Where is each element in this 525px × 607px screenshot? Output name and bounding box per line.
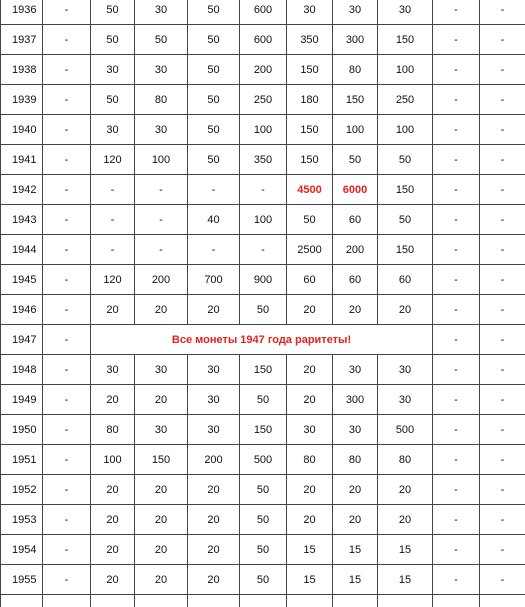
table-cell: 80 <box>135 85 188 115</box>
table-row <box>1 295 525 325</box>
table-cell: - <box>433 115 480 145</box>
table-cell: 20 <box>188 295 240 325</box>
table-cell: 20 <box>378 295 433 325</box>
table-cell: 500 <box>240 445 287 475</box>
table-cell: 20 <box>333 475 378 505</box>
table-cell: - <box>433 295 480 325</box>
table-cell: - <box>43 385 91 415</box>
table-cell: - <box>43 565 91 595</box>
table-cell: - <box>433 175 480 205</box>
table-body <box>1 0 525 607</box>
year-cell: 1952 <box>1 475 43 505</box>
table-cell: 50 <box>188 85 240 115</box>
table-cell: - <box>433 0 480 25</box>
year-cell: 1936 <box>1 0 43 25</box>
table-cell: - <box>433 325 480 355</box>
table-cell: 100 <box>240 115 287 145</box>
table-cell: 150 <box>287 115 333 145</box>
table-cell: 80 <box>333 55 378 85</box>
table-cell: - <box>480 55 525 85</box>
table-cell: 40 <box>188 205 240 235</box>
table-cell: 20 <box>135 475 188 505</box>
table-cell: - <box>433 25 480 55</box>
year-cell: 1954 <box>1 535 43 565</box>
table-cell: - <box>433 385 480 415</box>
table-cell: - <box>43 445 91 475</box>
table-cell: - <box>480 175 525 205</box>
table-cell: 900 <box>240 265 287 295</box>
table-cell: 50 <box>240 535 287 565</box>
table-cell: - <box>433 55 480 85</box>
table-cell: - <box>91 235 135 265</box>
table-cell: - <box>135 205 188 235</box>
table-cell: 30 <box>287 415 333 445</box>
table-cell: 20 <box>188 505 240 535</box>
table-cell: 50 <box>240 505 287 535</box>
table-cell: 30 <box>287 0 333 25</box>
table-cell: 300 <box>333 25 378 55</box>
table-cell: 500 <box>378 415 433 445</box>
year-cell: 1939 <box>1 85 43 115</box>
table-cell: - <box>480 265 525 295</box>
table-cell: 20 <box>91 475 135 505</box>
year-cell: 1953 <box>1 505 43 535</box>
table-cell: 30 <box>91 115 135 145</box>
table-cell <box>480 595 525 607</box>
table-cell: 150 <box>378 25 433 55</box>
year-cell: 1937 <box>1 25 43 55</box>
table-cell: 200 <box>188 445 240 475</box>
table-cell: - <box>43 235 91 265</box>
table-cell: - <box>433 565 480 595</box>
table-cell: - <box>43 475 91 505</box>
table-cell: 350 <box>240 145 287 175</box>
table-cell: 30 <box>135 415 188 445</box>
table-cell: 150 <box>333 85 378 115</box>
table-cell: 30 <box>135 115 188 145</box>
table-cell: 150 <box>378 235 433 265</box>
table-cell <box>91 595 135 607</box>
table-row <box>1 325 525 355</box>
table-cell: 50 <box>240 385 287 415</box>
table-cell: 30 <box>378 385 433 415</box>
year-cell: 1955 <box>1 565 43 595</box>
table-cell <box>135 595 188 607</box>
table-cell: - <box>43 355 91 385</box>
table-cell: 20 <box>91 385 135 415</box>
table-cell: 20 <box>135 505 188 535</box>
table-cell <box>378 595 433 607</box>
table-cell: - <box>433 475 480 505</box>
table-cell: 30 <box>333 415 378 445</box>
table-row <box>1 265 525 295</box>
table-cell <box>43 595 91 607</box>
table-cell <box>433 595 480 607</box>
table-cell: - <box>240 235 287 265</box>
table-cell: - <box>43 145 91 175</box>
table-cell: - <box>480 0 525 25</box>
table-cell: - <box>188 235 240 265</box>
table-row <box>1 0 525 25</box>
table-cell: 100 <box>378 115 433 145</box>
table-cell: - <box>480 505 525 535</box>
table-cell: - <box>188 175 240 205</box>
table-cell: - <box>43 205 91 235</box>
table-cell: 30 <box>188 385 240 415</box>
table-cell: - <box>43 325 91 355</box>
year-cell: 1943 <box>1 205 43 235</box>
table-cell: 20 <box>333 505 378 535</box>
table-cell: 50 <box>188 145 240 175</box>
table-cell: 2500 <box>287 235 333 265</box>
table-cell: 150 <box>135 445 188 475</box>
table-cell: 200 <box>240 55 287 85</box>
table-cell: 20 <box>287 505 333 535</box>
table-cell: - <box>43 175 91 205</box>
year-cell: 1942 <box>1 175 43 205</box>
table-cell: 30 <box>135 55 188 85</box>
table-cell: 50 <box>188 115 240 145</box>
table-row <box>1 415 525 445</box>
table-cell: 20 <box>91 565 135 595</box>
table-cell: 120 <box>91 145 135 175</box>
table-cell: 20 <box>91 505 135 535</box>
table-cell: 50 <box>188 55 240 85</box>
table-cell: - <box>43 535 91 565</box>
table-cell: 600 <box>240 25 287 55</box>
table-cell: 20 <box>378 505 433 535</box>
table-cell: - <box>43 115 91 145</box>
table-cell: - <box>480 475 525 505</box>
table-row <box>1 235 525 265</box>
table-cell: 30 <box>333 355 378 385</box>
table-cell: 50 <box>240 295 287 325</box>
table-cell <box>287 595 333 607</box>
table-cell: - <box>433 415 480 445</box>
table-cell: - <box>480 535 525 565</box>
table-cell <box>188 595 240 607</box>
table-cell: 60 <box>333 205 378 235</box>
table-cell: 120 <box>91 265 135 295</box>
table-cell: 150 <box>287 145 333 175</box>
table-cell: 50 <box>378 145 433 175</box>
year-cell: 1947 <box>1 325 43 355</box>
table-row <box>1 505 525 535</box>
table-cell: 20 <box>135 295 188 325</box>
table-cell: 200 <box>135 265 188 295</box>
table-cell: - <box>135 175 188 205</box>
table-cell: 15 <box>378 535 433 565</box>
table-cell: 15 <box>333 565 378 595</box>
year-cell: 1948 <box>1 355 43 385</box>
table-row <box>1 55 525 85</box>
table-cell: 80 <box>91 415 135 445</box>
table-cell: - <box>480 115 525 145</box>
table-cell: 15 <box>287 535 333 565</box>
table-cell: 50 <box>91 0 135 25</box>
table-cell: 20 <box>287 475 333 505</box>
table-cell: - <box>43 55 91 85</box>
year-cell: 1938 <box>1 55 43 85</box>
table-cell: 20 <box>135 385 188 415</box>
table-cell: 60 <box>287 265 333 295</box>
table-cell: - <box>433 265 480 295</box>
table-cell: 30 <box>135 0 188 25</box>
table-cell: - <box>480 445 525 475</box>
table-row <box>1 355 525 385</box>
table-cell: 15 <box>287 565 333 595</box>
table-cell: - <box>480 325 525 355</box>
table-cell: 20 <box>287 355 333 385</box>
table-cell: - <box>433 355 480 385</box>
table-cell: 20 <box>287 385 333 415</box>
table-cell: 350 <box>287 25 333 55</box>
table-cell: 180 <box>287 85 333 115</box>
table-cell: 60 <box>333 265 378 295</box>
table-cell <box>1 595 43 607</box>
table-cell: 20 <box>135 535 188 565</box>
table-cell: - <box>135 235 188 265</box>
table-cell: - <box>433 85 480 115</box>
table-cell: 50 <box>91 25 135 55</box>
table-row <box>1 25 525 55</box>
table-cell: 50 <box>188 0 240 25</box>
table-cell: 150 <box>240 355 287 385</box>
table-cell: 50 <box>188 25 240 55</box>
year-cell: 1951 <box>1 445 43 475</box>
rare-price-cell: 6000 <box>333 175 378 205</box>
table-cell: 50 <box>240 475 287 505</box>
table-cell: 30 <box>91 55 135 85</box>
table-cell: - <box>480 235 525 265</box>
table-cell: 80 <box>378 445 433 475</box>
table-cell: 50 <box>287 205 333 235</box>
table-cell: - <box>480 205 525 235</box>
table-cell: 100 <box>378 55 433 85</box>
table-cell: - <box>480 415 525 445</box>
table-cell: - <box>43 505 91 535</box>
table-cell: 30 <box>188 355 240 385</box>
table-cell: 200 <box>333 235 378 265</box>
table-cell: 50 <box>240 565 287 595</box>
table-cell: 30 <box>378 355 433 385</box>
table-cell: 150 <box>378 175 433 205</box>
table-cell: - <box>433 205 480 235</box>
table-cell: - <box>480 295 525 325</box>
table-cell: 50 <box>378 205 433 235</box>
table-cell: 20 <box>188 535 240 565</box>
table-cell: - <box>480 25 525 55</box>
table-row <box>1 385 525 415</box>
table-cell: 50 <box>135 25 188 55</box>
table-row <box>1 115 525 145</box>
table-cell: - <box>91 175 135 205</box>
year-cell: 1949 <box>1 385 43 415</box>
table-row <box>1 205 525 235</box>
table-cell: 80 <box>333 445 378 475</box>
table-cell: 100 <box>135 145 188 175</box>
year-cell: 1944 <box>1 235 43 265</box>
table-cell: - <box>43 415 91 445</box>
table-cell: 80 <box>287 445 333 475</box>
rarity-notice: Все монеты 1947 года раритеты! <box>91 325 433 355</box>
table-cell: 250 <box>378 85 433 115</box>
table-cell: 50 <box>333 145 378 175</box>
table-cell: - <box>433 535 480 565</box>
table-cell: 100 <box>333 115 378 145</box>
year-cell: 1950 <box>1 415 43 445</box>
table-cell: 15 <box>333 535 378 565</box>
table-cell: 20 <box>91 295 135 325</box>
table-cell: 100 <box>91 445 135 475</box>
table-cell: 20 <box>188 565 240 595</box>
table-cell: 250 <box>240 85 287 115</box>
table-cell: - <box>91 205 135 235</box>
table-cell <box>333 595 378 607</box>
table-cell: - <box>480 85 525 115</box>
rare-price-cell: 4500 <box>287 175 333 205</box>
table-row <box>1 445 525 475</box>
table-row-partial <box>1 595 525 607</box>
table-cell: 20 <box>135 565 188 595</box>
table-cell: - <box>240 175 287 205</box>
table-cell: 300 <box>333 385 378 415</box>
table-cell: - <box>433 235 480 265</box>
table-cell: 50 <box>91 85 135 115</box>
table-cell: 30 <box>333 0 378 25</box>
table-row <box>1 535 525 565</box>
table-cell: - <box>43 25 91 55</box>
table-cell: - <box>43 0 91 25</box>
table-cell: 20 <box>378 475 433 505</box>
table-row <box>1 565 525 595</box>
table-cell: 30 <box>188 415 240 445</box>
table-cell: - <box>43 85 91 115</box>
table-cell: 20 <box>287 295 333 325</box>
table-row <box>1 475 525 505</box>
year-cell: 1945 <box>1 265 43 295</box>
table-cell: 30 <box>135 355 188 385</box>
table-cell <box>240 595 287 607</box>
table-row <box>1 85 525 115</box>
table-cell: 20 <box>333 295 378 325</box>
table-cell: 20 <box>91 535 135 565</box>
table-cell: 30 <box>91 355 135 385</box>
table-cell: - <box>43 265 91 295</box>
table-cell: - <box>480 385 525 415</box>
year-cell: 1940 <box>1 115 43 145</box>
table-cell: - <box>480 565 525 595</box>
year-cell: 1941 <box>1 145 43 175</box>
table-cell: - <box>480 145 525 175</box>
table-cell: 150 <box>287 55 333 85</box>
table-cell: 20 <box>188 475 240 505</box>
table-cell: - <box>43 295 91 325</box>
table-cell: - <box>433 145 480 175</box>
table-cell: 150 <box>240 415 287 445</box>
table-cell: - <box>433 505 480 535</box>
table-cell: 600 <box>240 0 287 25</box>
table-cell: 30 <box>378 0 433 25</box>
table-row <box>1 175 525 205</box>
table-cell: 60 <box>378 265 433 295</box>
year-cell: 1946 <box>1 295 43 325</box>
table-cell: 100 <box>240 205 287 235</box>
table-row <box>1 145 525 175</box>
table-cell: 700 <box>188 265 240 295</box>
table-cell: - <box>480 355 525 385</box>
table-cell: - <box>433 445 480 475</box>
table-cell: 15 <box>378 565 433 595</box>
